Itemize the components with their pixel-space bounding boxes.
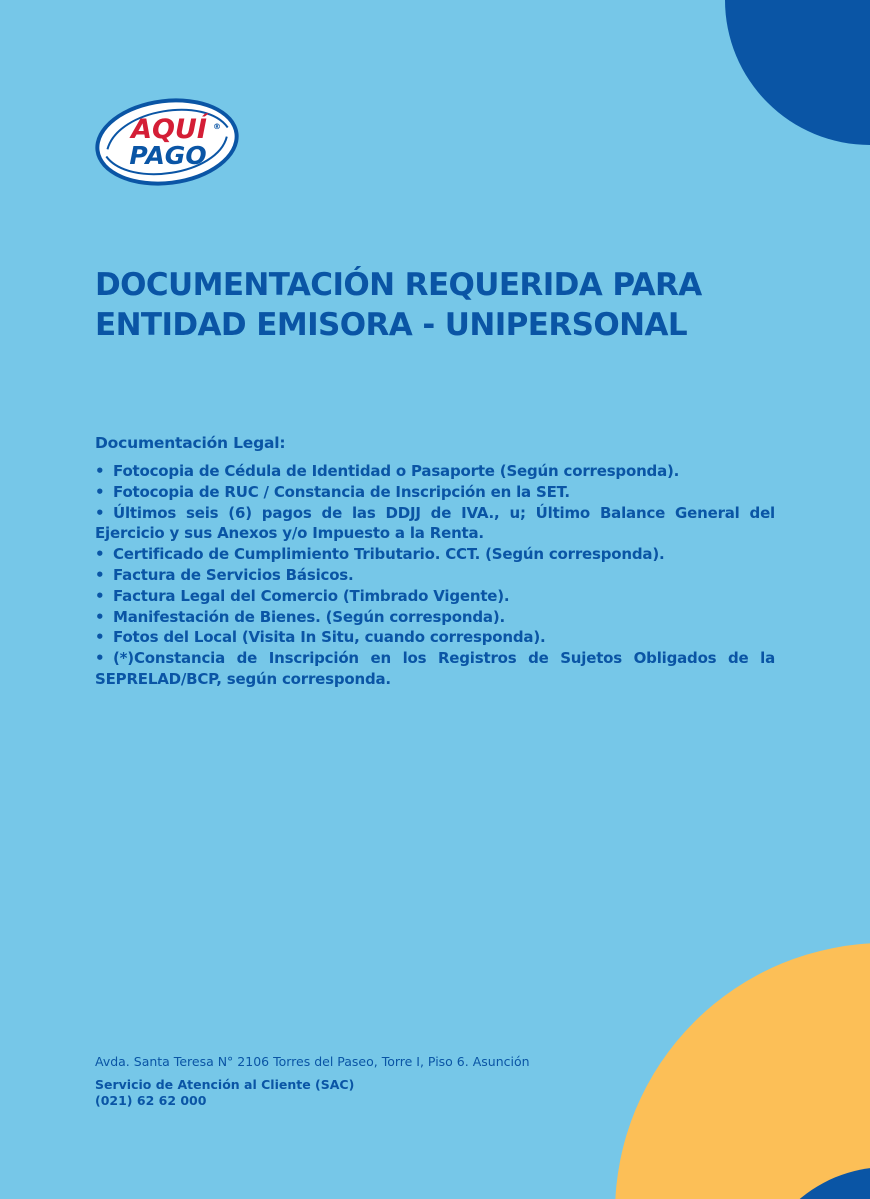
- list-item-text: Certificado de Cumplimiento Tributario. CCT. (Según corresponda).: [113, 545, 665, 564]
- bullet-mark: •: [95, 482, 105, 501]
- footer-phone: (021) 62 62 000: [95, 1093, 207, 1108]
- list-item: [95, 586, 775, 607]
- list-item: [95, 648, 775, 690]
- bullet-mark: •: [95, 545, 105, 564]
- bullet-mark: •: [95, 462, 105, 480]
- section-title: Documentación Legal:: [95, 434, 286, 452]
- list-item: [95, 607, 775, 628]
- list-item-text: Manifestación de Bienes. (Según corresponda).: [113, 607, 505, 626]
- bullet-mark: •: [95, 565, 105, 584]
- list-item: [95, 565, 775, 586]
- list-item: [95, 503, 775, 545]
- logo-text-line2: PAGO: [129, 141, 207, 170]
- bullet-mark: •: [95, 503, 105, 522]
- logo-text-line1: AQUÍ: [131, 114, 207, 145]
- list-item: [95, 461, 775, 482]
- list-item-text: (*)Constancia de Inscripción en los Registros de Sujetos Obligados de la SEPRELAD/BCP, según corresponda.: [95, 649, 775, 688]
- bullet-mark: •: [95, 586, 105, 605]
- title-line-2: ENTIDAD EMISORA - UNIPERSONAL: [95, 307, 687, 343]
- list-item-text: Últimos seis (6) pagos de las DDJJ de IVA., u; Último Balance General del Ejercicio y sus Anexos y/o Impuesto a la Renta.: [95, 503, 775, 543]
- bullet-mark: •: [95, 649, 105, 668]
- list-item: [95, 627, 775, 648]
- title-line-1: DOCUMENTACIÓN REQUERIDA PARA: [95, 267, 702, 303]
- bullet-mark: •: [95, 628, 105, 647]
- page-title: [95, 265, 785, 345]
- bullet-mark: •: [95, 607, 105, 626]
- requirements-list: [95, 461, 775, 690]
- list-item-text: Factura de Servicios Básicos.: [113, 565, 354, 584]
- list-item-text: Fotos del Local (Visita In Situ, cuando corresponda).: [113, 628, 546, 647]
- footer-sac-label: Servicio de Atención al Cliente (SAC): [95, 1077, 355, 1092]
- footer-address: Avda. Santa Teresa N° 2106 Torres del Paseo, Torre I, Piso 6. Asunción: [95, 1054, 530, 1069]
- list-item-text: Fotocopia de Cédula de Identidad o Pasaporte (Según corresponda).: [113, 462, 680, 480]
- registered-mark: ®: [213, 122, 221, 131]
- list-item: [95, 482, 775, 503]
- aqui-pago-logo: [93, 95, 241, 189]
- list-item-text: Fotocopia de RUC / Constancia de Inscripción en la SET.: [113, 482, 570, 501]
- decorative-yellow-circle: [615, 943, 870, 1199]
- list-item-text: Factura Legal del Comercio (Timbrado Vigente).: [113, 586, 510, 605]
- list-item: [95, 544, 775, 565]
- decorative-blue-circle-top: [725, 0, 870, 145]
